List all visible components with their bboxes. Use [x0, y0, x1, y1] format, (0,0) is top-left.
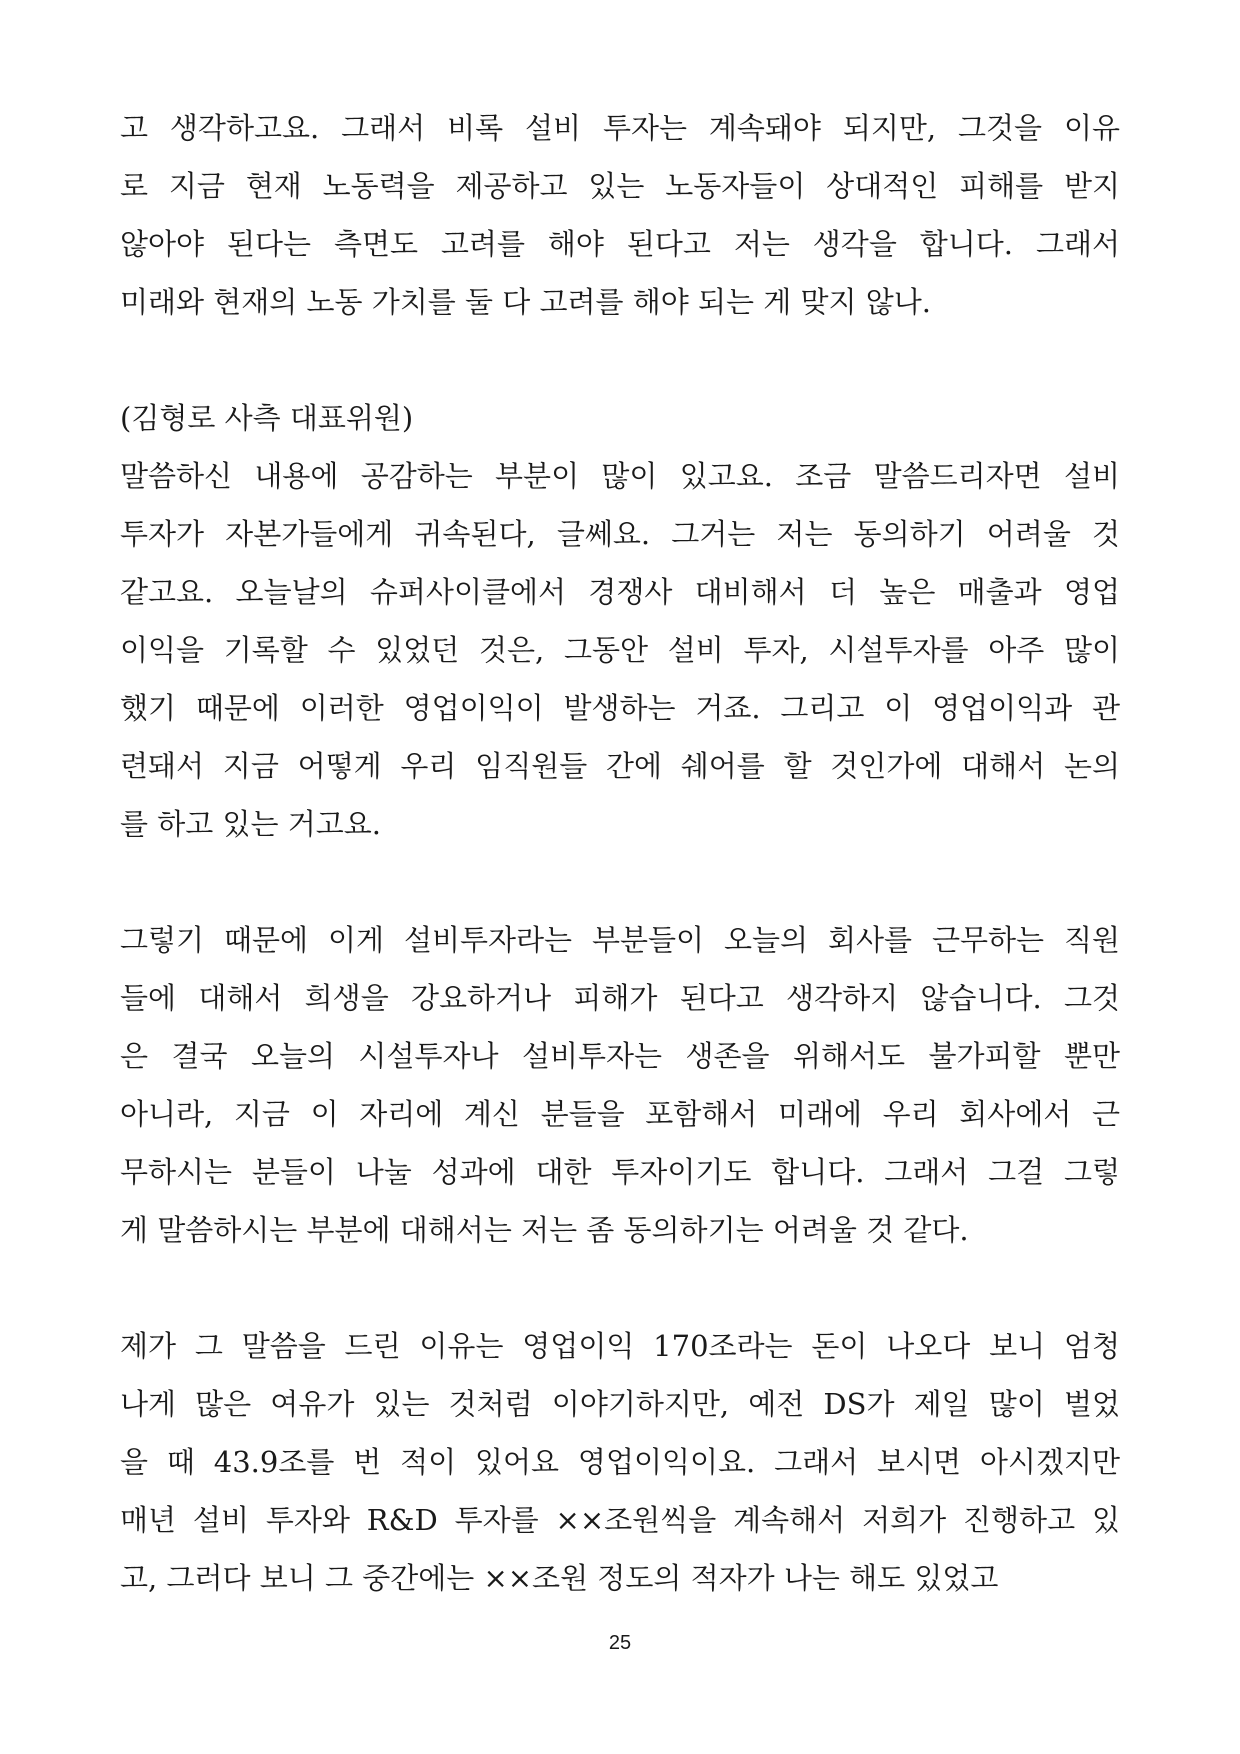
text-line: 나게 많은 여유가 있는 것처럼 이야기하지만, 예전 DS가 제일 많이 벌었	[120, 1387, 1120, 1421]
text-line: 않아야 된다는 측면도 고려를 해야 된다고 저는 생각을 합니다. 그래서	[120, 227, 1120, 261]
text-line: 같고요. 오늘날의 슈퍼사이클에서 경쟁사 대비해서 더 높은 매출과 영업	[120, 575, 1120, 609]
text-line: 아니라, 지금 이 자리에 계신 분들을 포함해서 미래에 우리 회사에서 근	[120, 1097, 1120, 1131]
text-line: 를 하고 있는 거고요.	[120, 807, 381, 841]
text-line: 고 생각하고요. 그래서 비록 설비 투자는 계속돼야 되지만, 그것을 이유	[120, 111, 1120, 145]
text-line: 제가 그 말씀을 드린 이유는 영업이익 170조라는 돈이 나오다 보니 엄청	[120, 1329, 1120, 1363]
text-line: 련돼서 지금 어떻게 우리 임직원들 간에 쉐어를 할 것인가에 대해서 논의	[120, 749, 1120, 783]
text-line: 은 결국 오늘의 시설투자나 설비투자는 생존을 위해서도 불가피할 뿐만	[120, 1039, 1120, 1073]
text-line: 그렇기 때문에 이게 설비투자라는 부분들이 오늘의 회사를 근무하는 직원	[120, 923, 1120, 957]
text-line: 했기 때문에 이러한 영업이익이 발생하는 거죠. 그리고 이 영업이익과 관	[120, 691, 1120, 725]
page-number: 25	[608, 1632, 632, 1654]
text-line: 이익을 기록할 수 있었던 것은, 그동안 설비 투자, 시설투자를 아주 많이	[120, 633, 1120, 667]
text-line: 로 지금 현재 노동력을 제공하고 있는 노동자들이 상대적인 피해를 받지	[120, 169, 1120, 203]
text-line: 들에 대해서 희생을 강요하거나 피해가 된다고 생각하지 않습니다. 그것	[120, 981, 1120, 1015]
text-line: 게 말씀하시는 부분에 대해서는 저는 좀 동의하기는 어려울 것 같다.	[120, 1213, 969, 1247]
speaker-name: (김형로 사측 대표위원)	[120, 401, 414, 435]
text-line: 고, 그러다 보니 그 중간에는 ××조원 정도의 적자가 나는 해도 있었고	[120, 1561, 999, 1595]
text-line: 무하시는 분들이 나눌 성과에 대한 투자이기도 합니다. 그래서 그걸 그렇	[120, 1155, 1120, 1189]
text-line: 투자가 자본가들에게 귀속된다, 글쎄요. 그거는 저는 동의하기 어려울 것	[120, 517, 1120, 551]
text-line: 미래와 현재의 노동 가치를 둘 다 고려를 해야 되는 게 맞지 않나.	[120, 285, 931, 319]
text-line: 말씀하신 내용에 공감하는 부분이 많이 있고요. 조금 말씀드리자면 설비	[120, 459, 1120, 493]
text-line: 을 때 43.9조를 번 적이 있어요 영업이익이요. 그래서 보시면 아시겠지만	[120, 1445, 1120, 1479]
text-line: 매년 설비 투자와 R&D 투자를 ××조원씩을 계속해서 저희가 진행하고 있	[120, 1503, 1120, 1537]
